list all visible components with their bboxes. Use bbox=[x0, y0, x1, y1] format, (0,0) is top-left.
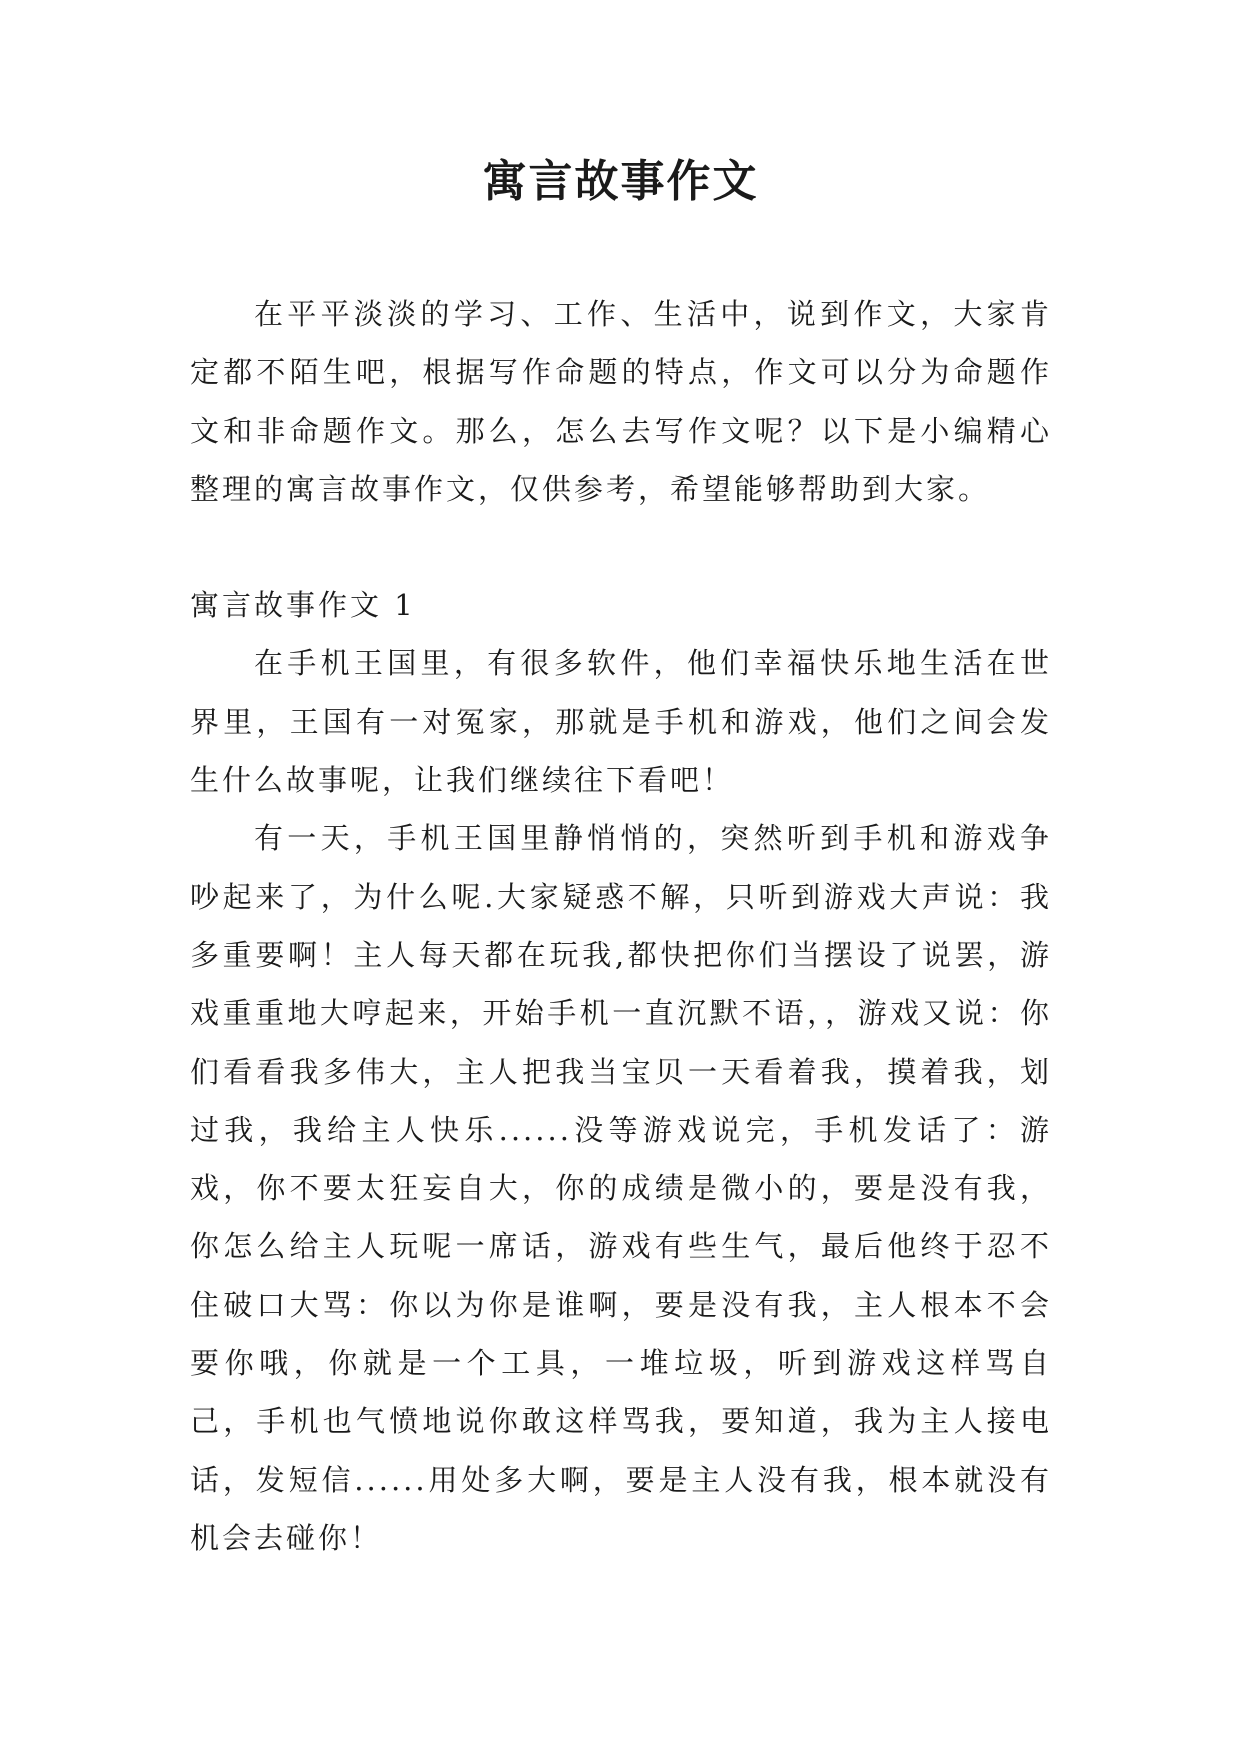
story-paragraph-1: 在手机王国里，有很多软件，他们幸福快乐地生活在世界里，王国有一对冤家，那就是手机和游戏，他们之间会发生什么故事呢，让我们继续往下看吧！ bbox=[190, 646, 1052, 798]
story-paragraph-2: 有一天，手机王国里静悄悄的，突然听到手机和游戏争吵起来了，为什么呢.大家疑惑不解，只听到游戏大声说：我多重要啊！主人每天都在玩我,都快把你们当摆设了说罢，游戏重重地大哼起来，开始手机一直沉默不语，，游戏又说：你们看看我多伟大，主人把我当宝贝一天看着我，摸着我，划过我，我给主人快乐......没等游戏说完，手机发话了：游戏，你不要太狂妄自大，你的成绩是微小的，要是没有我，你怎么给主人玩呢一席话，游戏有些生气，最后他终于忍不住破口大骂：你以为你是谁啊，要是没有我，主人根本不会要你哦，你就是一个工具，一堆垃圾，听到游戏这样骂自己，手机也气愤地说你敢这样骂我，要知道，我为主人接电话，发短信......用处多大啊，要是主人没有我，根本就没有机会去碰你！ bbox=[190, 821, 1052, 1555]
section-heading: 寓言故事作文 1 bbox=[190, 588, 416, 623]
intro-paragraph: 在平平淡淡的学习、工作、生活中，说到作文，大家肯定都不陌生吧，根据写作命题的特点，作文可以分为命题作文和非命题作文。那么，怎么去写作文呢？以下是小编精心整理的寓言故事作文，仅供参考，希望能够帮助到大家。 bbox=[190, 297, 1052, 506]
document-body bbox=[190, 285, 1052, 1567]
document-title: 寓言故事作文 bbox=[482, 156, 759, 207]
